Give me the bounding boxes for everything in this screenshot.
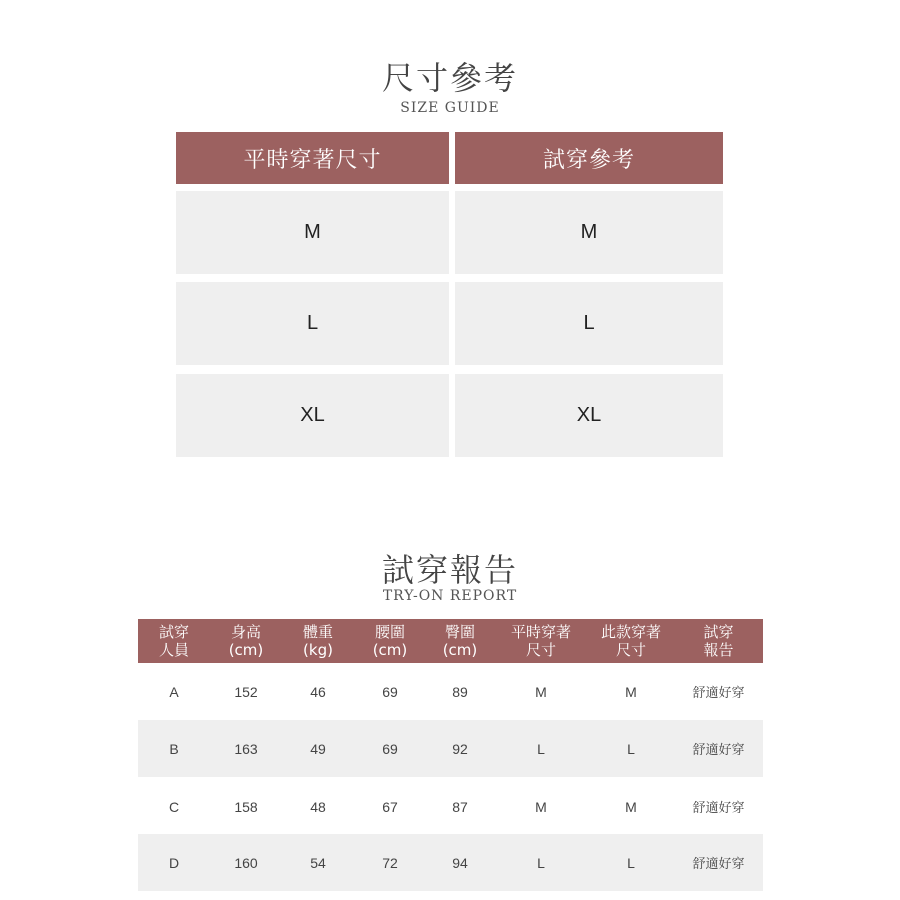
cell-report: 舒適好穿 — [692, 743, 745, 758]
cell-person: A — [169, 683, 179, 700]
cell-height: 158 — [234, 798, 258, 815]
report-header-hip — [426, 619, 494, 663]
cell-hip: 94 — [452, 854, 468, 871]
cell-hip: 92 — [452, 740, 468, 757]
cell-hip: 89 — [452, 683, 468, 700]
size-guide-title — [0, 59, 900, 116]
report-header-row — [138, 619, 763, 663]
report-header-report — [674, 619, 763, 663]
cell-this-size: L — [627, 854, 635, 871]
header-line: 平時穿著 — [510, 623, 571, 641]
cell-person: B — [169, 740, 179, 757]
cell-person: D — [168, 854, 180, 871]
header-line: (cm) — [372, 641, 408, 659]
report-title-zh: 試穿報告 — [381, 551, 518, 589]
cell-usual-size: L — [537, 854, 545, 871]
report-header-usual-size — [494, 619, 588, 663]
header-line: 尺寸 — [525, 641, 556, 659]
cell-height: 152 — [234, 683, 258, 700]
header-line: 腰圍 — [374, 623, 405, 641]
cell-usual-size: M — [535, 683, 547, 700]
size-guide-title-en: SIZE GUIDE — [400, 100, 500, 116]
header-line: 試穿 — [158, 623, 189, 641]
report-header-height — [210, 619, 282, 663]
size-guide-cell: XL — [455, 374, 723, 457]
cell-this-size: L — [627, 740, 635, 757]
header-line: 尺寸 — [615, 641, 646, 659]
cell-report: 舒適好穿 — [692, 801, 745, 816]
cell-height: 163 — [234, 740, 258, 757]
cell-usual-size: L — [537, 740, 545, 757]
header-line: 試穿 — [703, 623, 734, 641]
header-line: 此款穿著 — [600, 623, 661, 641]
report-header-person — [138, 619, 210, 663]
header-line: (kg) — [303, 641, 333, 659]
table-row — [138, 778, 763, 835]
report-title — [0, 551, 900, 604]
size-guide-cell: XL — [176, 374, 449, 457]
header-line: (cm) — [442, 641, 478, 659]
size-guide-cell: L — [455, 282, 723, 365]
cell-hip: 87 — [452, 798, 468, 815]
size-guide-title-zh: 尺寸參考 — [381, 59, 518, 97]
report-title-en: TRY-ON REPORT — [382, 588, 518, 604]
cell-height: 160 — [234, 854, 258, 871]
cell-weight: 46 — [310, 683, 326, 700]
cell-report: 舒適好穿 — [692, 686, 745, 701]
header-line: 體重 — [302, 623, 333, 641]
report-header-waist — [354, 619, 426, 663]
cell-report: 舒適好穿 — [692, 857, 745, 872]
header-line: 臀圍 — [444, 623, 475, 641]
table-row — [138, 834, 763, 891]
table-row — [138, 663, 763, 720]
cell-waist: 69 — [382, 740, 398, 757]
header-line: 身高 — [230, 623, 261, 641]
header-line: (cm) — [228, 641, 264, 659]
cell-usual-size: M — [535, 798, 547, 815]
header-line: 報告 — [703, 641, 734, 659]
cell-waist: 67 — [382, 798, 398, 815]
size-guide-cell: L — [176, 282, 449, 365]
cell-weight: 54 — [310, 854, 326, 871]
report-header-weight — [282, 619, 354, 663]
table-row — [138, 720, 763, 777]
cell-weight: 49 — [310, 740, 326, 757]
size-guide-cell: M — [176, 191, 449, 274]
cell-waist: 72 — [382, 854, 398, 871]
size-guide-header-tryon: 試穿參考 — [455, 132, 723, 184]
cell-weight: 48 — [310, 798, 326, 815]
cell-waist: 69 — [382, 683, 398, 700]
header-line: 人員 — [158, 641, 189, 659]
report-header-this-size — [588, 619, 674, 663]
cell-this-size: M — [625, 683, 637, 700]
size-guide-cell: M — [455, 191, 723, 274]
cell-person: C — [168, 798, 180, 815]
cell-this-size: M — [625, 798, 637, 815]
size-guide-header-usual: 平時穿著尺寸 — [176, 132, 449, 184]
